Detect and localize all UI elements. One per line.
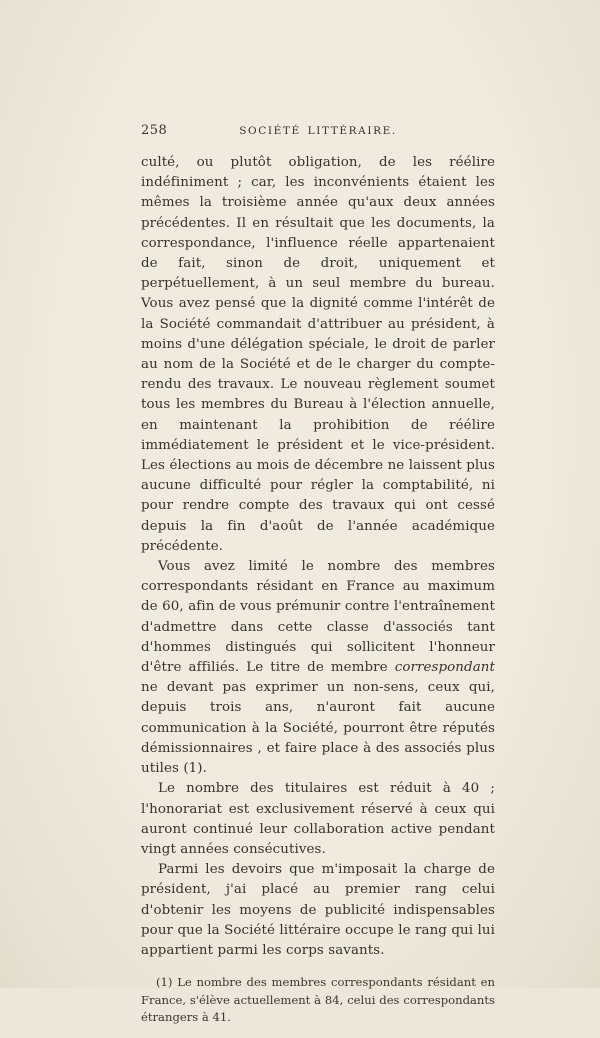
paragraph: Parmi les devoirs que m'imposait la charge de président, j'ai placé au premier rang celui d'obtenir les moyens de publicité indispensables pour que la Société littéraire occupe le rang qui lui appartient parmi les corps savants. xyxy=(141,862,495,958)
text-block xyxy=(141,123,495,1038)
page-header xyxy=(141,123,495,147)
paragraph: culté, ou plutôt obligation, de les réélire indéfiniment ; car, les inconvénients étaient les mêmes la troisième année qu'aux deux années précédentes. Il en résultait que les documents, la correspondance, l'influence réelle appartenaient de fait, sinon de droit, uniquement et perpétuellement, à un seul membre du bureau. Vous avez pensé que la dignité comme l'intérêt de la Société commandait d'attribuer au président, à moins d'une délégation spéciale, le droit de parler au nom de la Société et de le charger du compte-rendu des travaux. Le nouveau règlement soumet tous les membres du Bureau à l'élection annuelle, en maintenant la prohibition de réélire immédiatement le président et le vice-président. Les élections au mois de décembre ne laissent plus aucune difficulté pour régler la comptabilité, ni pour rendre compte des travaux qui ont cessé depuis la fin d'août de l'année académique précédente. xyxy=(141,155,495,554)
running-title: SOCIÉTÉ LITTÉRAIRE. xyxy=(239,125,397,137)
paragraph: Le nombre des titulaires est réduit à 40 ; l'honorariat est exclusivement réservé à ceux qui auront continué leur collaboration active pendant vingt années consécutives. xyxy=(141,781,495,857)
paragraph-segment: Vous avez limité le nombre des membres correspondants résidant en France au maximum de 60, afin de vous prémunir contre l'entraînement d'admettre dans cette classe d'associés tant d'hommes distingués qui sollicitent l'honneur d'être affiliés. Le titre de membre xyxy=(141,559,495,676)
paragraph-segment: ne devant pas exprimer un non-sens, ceux qui, depuis trois ans, n'auront fait aucune communication à la Société, pourront être réputés démissionnaires , et faire place à des associés plus utiles (1). xyxy=(141,680,495,777)
paragraph xyxy=(141,557,495,779)
footnote: (1) Le nombre des membres correspondants résidant en France, s'élève actuellement à 84, celui des correspondants étrangers à 41. xyxy=(141,975,495,1025)
paragraph-segment-italic: correspondant xyxy=(394,660,495,676)
body-text xyxy=(141,153,495,961)
page-number: 258 xyxy=(141,123,168,138)
